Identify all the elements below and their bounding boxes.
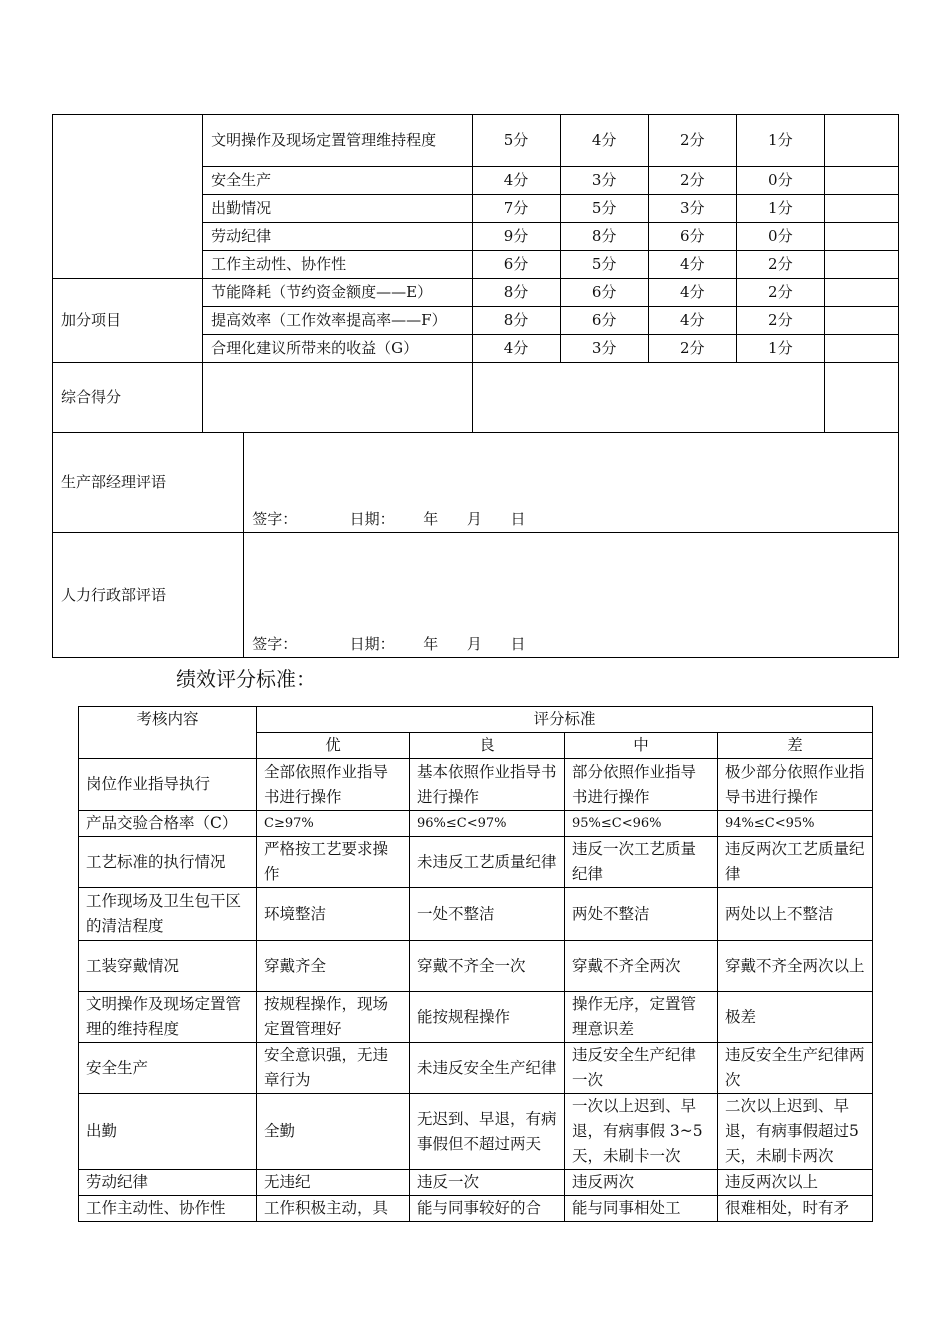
criteria-cell: 安全意识强，无违章行为 [257,1043,410,1094]
score-cell: 2分 [648,167,736,195]
criteria-cell: 工作积极主动，具 [257,1196,410,1222]
header-std: 评分标准 [257,707,873,733]
table-row [79,837,873,888]
result-cell [824,195,898,223]
table-row [53,433,899,533]
criteria-cell: 违反两次 [565,1170,718,1196]
score-cell: 0分 [736,167,824,195]
score-cell: 1分 [736,335,824,363]
table-row [53,279,899,307]
criteria-cell: 96%≤C<97% [410,811,565,837]
result-cell [824,167,898,195]
bonus-label: 加分项目 [53,279,203,363]
criteria-cell: 违反安全生产纪律两次 [718,1043,873,1094]
score-cell: 4分 [472,335,560,363]
criteria-cell: 一次以上迟到、早退，有病事假 3~5天，未刷卡一次 [565,1094,718,1170]
table-row [79,941,873,992]
table-row [79,1170,873,1196]
score-cell: 6分 [472,251,560,279]
score-cell: 0分 [736,223,824,251]
score-cell: 4分 [648,279,736,307]
criteria-cell: 两处不整洁 [565,888,718,941]
sign-line: 签字： 日期： 年 月 日 [252,510,526,528]
result-cell [824,251,898,279]
criteria-item: 工装穿戴情况 [79,941,257,992]
result-cell [824,335,898,363]
score-cell: 4分 [472,167,560,195]
score-cell: 7分 [472,195,560,223]
score-cell: 2分 [736,279,824,307]
score-cell: 4分 [560,115,648,167]
score-cell: 5分 [560,195,648,223]
criteria-cell: 一处不整洁 [410,888,565,941]
criteria-heading: 绩效评分标准： [176,667,316,691]
header-item: 考核内容 [79,707,257,759]
score-cell: 4分 [648,251,736,279]
result-cell [824,115,898,167]
total-label: 综合得分 [53,363,203,433]
criteria-cell: 穿戴不齐全两次以上 [718,941,873,992]
criteria-cell: 穿戴齐全 [257,941,410,992]
criteria-item: 工作主动性、协作性 [79,1196,257,1222]
criteria-item: 工艺标准的执行情况 [79,837,257,888]
item-cell: 安全生产 [203,167,472,195]
result-cell [824,307,898,335]
score-cell: 6分 [648,223,736,251]
criteria-cell: 违反安全生产纪律一次 [565,1043,718,1094]
criteria-cell: 很难相处，时有矛 [718,1196,873,1222]
sign-line: 签字： 日期： 年 月 日 [252,635,526,653]
criteria-cell: 违反一次 [410,1170,565,1196]
criteria-cell: 严格按工艺要求操作 [257,837,410,888]
item-cell: 工作主动性、协作性 [203,251,472,279]
criteria-cell: 无违纪 [257,1170,410,1196]
table-row [53,533,899,658]
criteria-cell: 基本依照作业指导书进行操作 [410,759,565,811]
level-header: 中 [565,733,718,759]
score-cell: 8分 [560,223,648,251]
criteria-cell: 无迟到、早退，有病事假但不超过两天 [410,1094,565,1170]
criteria-item: 文明操作及现场定置管理的维持程度 [79,992,257,1043]
criteria-cell: 违反两次以上 [718,1170,873,1196]
criteria-cell: 穿戴不齐全一次 [410,941,565,992]
table-row [79,759,873,811]
table-row [53,115,899,167]
criteria-item: 安全生产 [79,1043,257,1094]
level-header: 良 [410,733,565,759]
score-cell: 3分 [648,195,736,223]
hr-eval-label: 人力行政部评语 [53,533,244,658]
item-cell: 出勤情况 [203,195,472,223]
criteria-item: 工作现场及卫生包干区的清洁程度 [79,888,257,941]
criteria-cell: 全勤 [257,1094,410,1170]
criteria-item: 劳动纪律 [79,1170,257,1196]
score-cell: 6分 [560,307,648,335]
total-input-cell [203,363,472,433]
score-cell: 5分 [472,115,560,167]
table-row [79,992,873,1043]
criteria-table [78,706,873,1222]
item-cell: 劳动纪律 [203,223,472,251]
criteria-item: 岗位作业指导执行 [79,759,257,811]
category-cell [53,115,203,279]
score-cell: 9分 [472,223,560,251]
score-cell: 5分 [560,251,648,279]
score-cell: 2分 [648,115,736,167]
hr-eval-cell [244,533,899,658]
criteria-item: 出勤 [79,1094,257,1170]
score-cell: 8分 [472,279,560,307]
criteria-cell: C≥97% [257,811,410,837]
criteria-cell: 二次以上迟到、早退，有病事假超过5天，未刷卡两次 [718,1094,873,1170]
result-cell [824,279,898,307]
criteria-cell: 能与同事较好的合 [410,1196,565,1222]
item-cell: 合理化建议所带来的收益（G） [203,335,472,363]
criteria-cell: 能与同事相处工 [565,1196,718,1222]
criteria-cell: 95%≤C<96% [565,811,718,837]
criteria-cell: 能按规程操作 [410,992,565,1043]
prod-eval-label: 生产部经理评语 [53,433,244,533]
item-cell: 节能降耗（节约资金额度——E） [203,279,472,307]
table-row [79,1196,873,1222]
table-row [79,888,873,941]
criteria-item: 产品交验合格率（C） [79,811,257,837]
table-row [79,1043,873,1094]
result-cell [824,223,898,251]
criteria-cell: 未违反安全生产纪律 [410,1043,565,1094]
table-row [53,363,899,433]
score-cell: 1分 [736,195,824,223]
score-cell: 2分 [736,307,824,335]
criteria-cell: 环境整洁 [257,888,410,941]
score-cell: 6分 [560,279,648,307]
prod-eval-cell [244,433,899,533]
table-row [79,811,873,837]
item-cell: 文明操作及现场定置管理维持程度 [203,115,472,167]
total-extra-cell [824,363,898,433]
criteria-cell: 操作无序，定置管理意识差 [565,992,718,1043]
item-cell: 提高效率（工作效率提高率——F） [203,307,472,335]
score-cell: 1分 [736,115,824,167]
table-row [79,1094,873,1170]
table-row [79,707,873,733]
level-header: 优 [257,733,410,759]
score-cell: 3分 [560,167,648,195]
criteria-cell: 违反两次工艺质量纪律 [718,837,873,888]
criteria-cell: 按规程操作，现场定置管理好 [257,992,410,1043]
score-cell: 2分 [648,335,736,363]
total-value-cell [472,363,824,433]
criteria-cell: 94%≤C<95% [718,811,873,837]
criteria-cell: 全部依照作业指导书进行操作 [257,759,410,811]
criteria-cell: 未违反工艺质量纪律 [410,837,565,888]
level-header: 差 [718,733,873,759]
scoring-table [52,114,899,658]
score-cell: 3分 [560,335,648,363]
criteria-cell: 极差 [718,992,873,1043]
criteria-cell: 极少部分依照作业指导书进行操作 [718,759,873,811]
criteria-cell: 部分依照作业指导书进行操作 [565,759,718,811]
criteria-cell: 两处以上不整洁 [718,888,873,941]
criteria-cell: 违反一次工艺质量纪律 [565,837,718,888]
score-cell: 2分 [736,251,824,279]
score-cell: 4分 [648,307,736,335]
criteria-cell: 穿戴不齐全两次 [565,941,718,992]
score-cell: 8分 [472,307,560,335]
